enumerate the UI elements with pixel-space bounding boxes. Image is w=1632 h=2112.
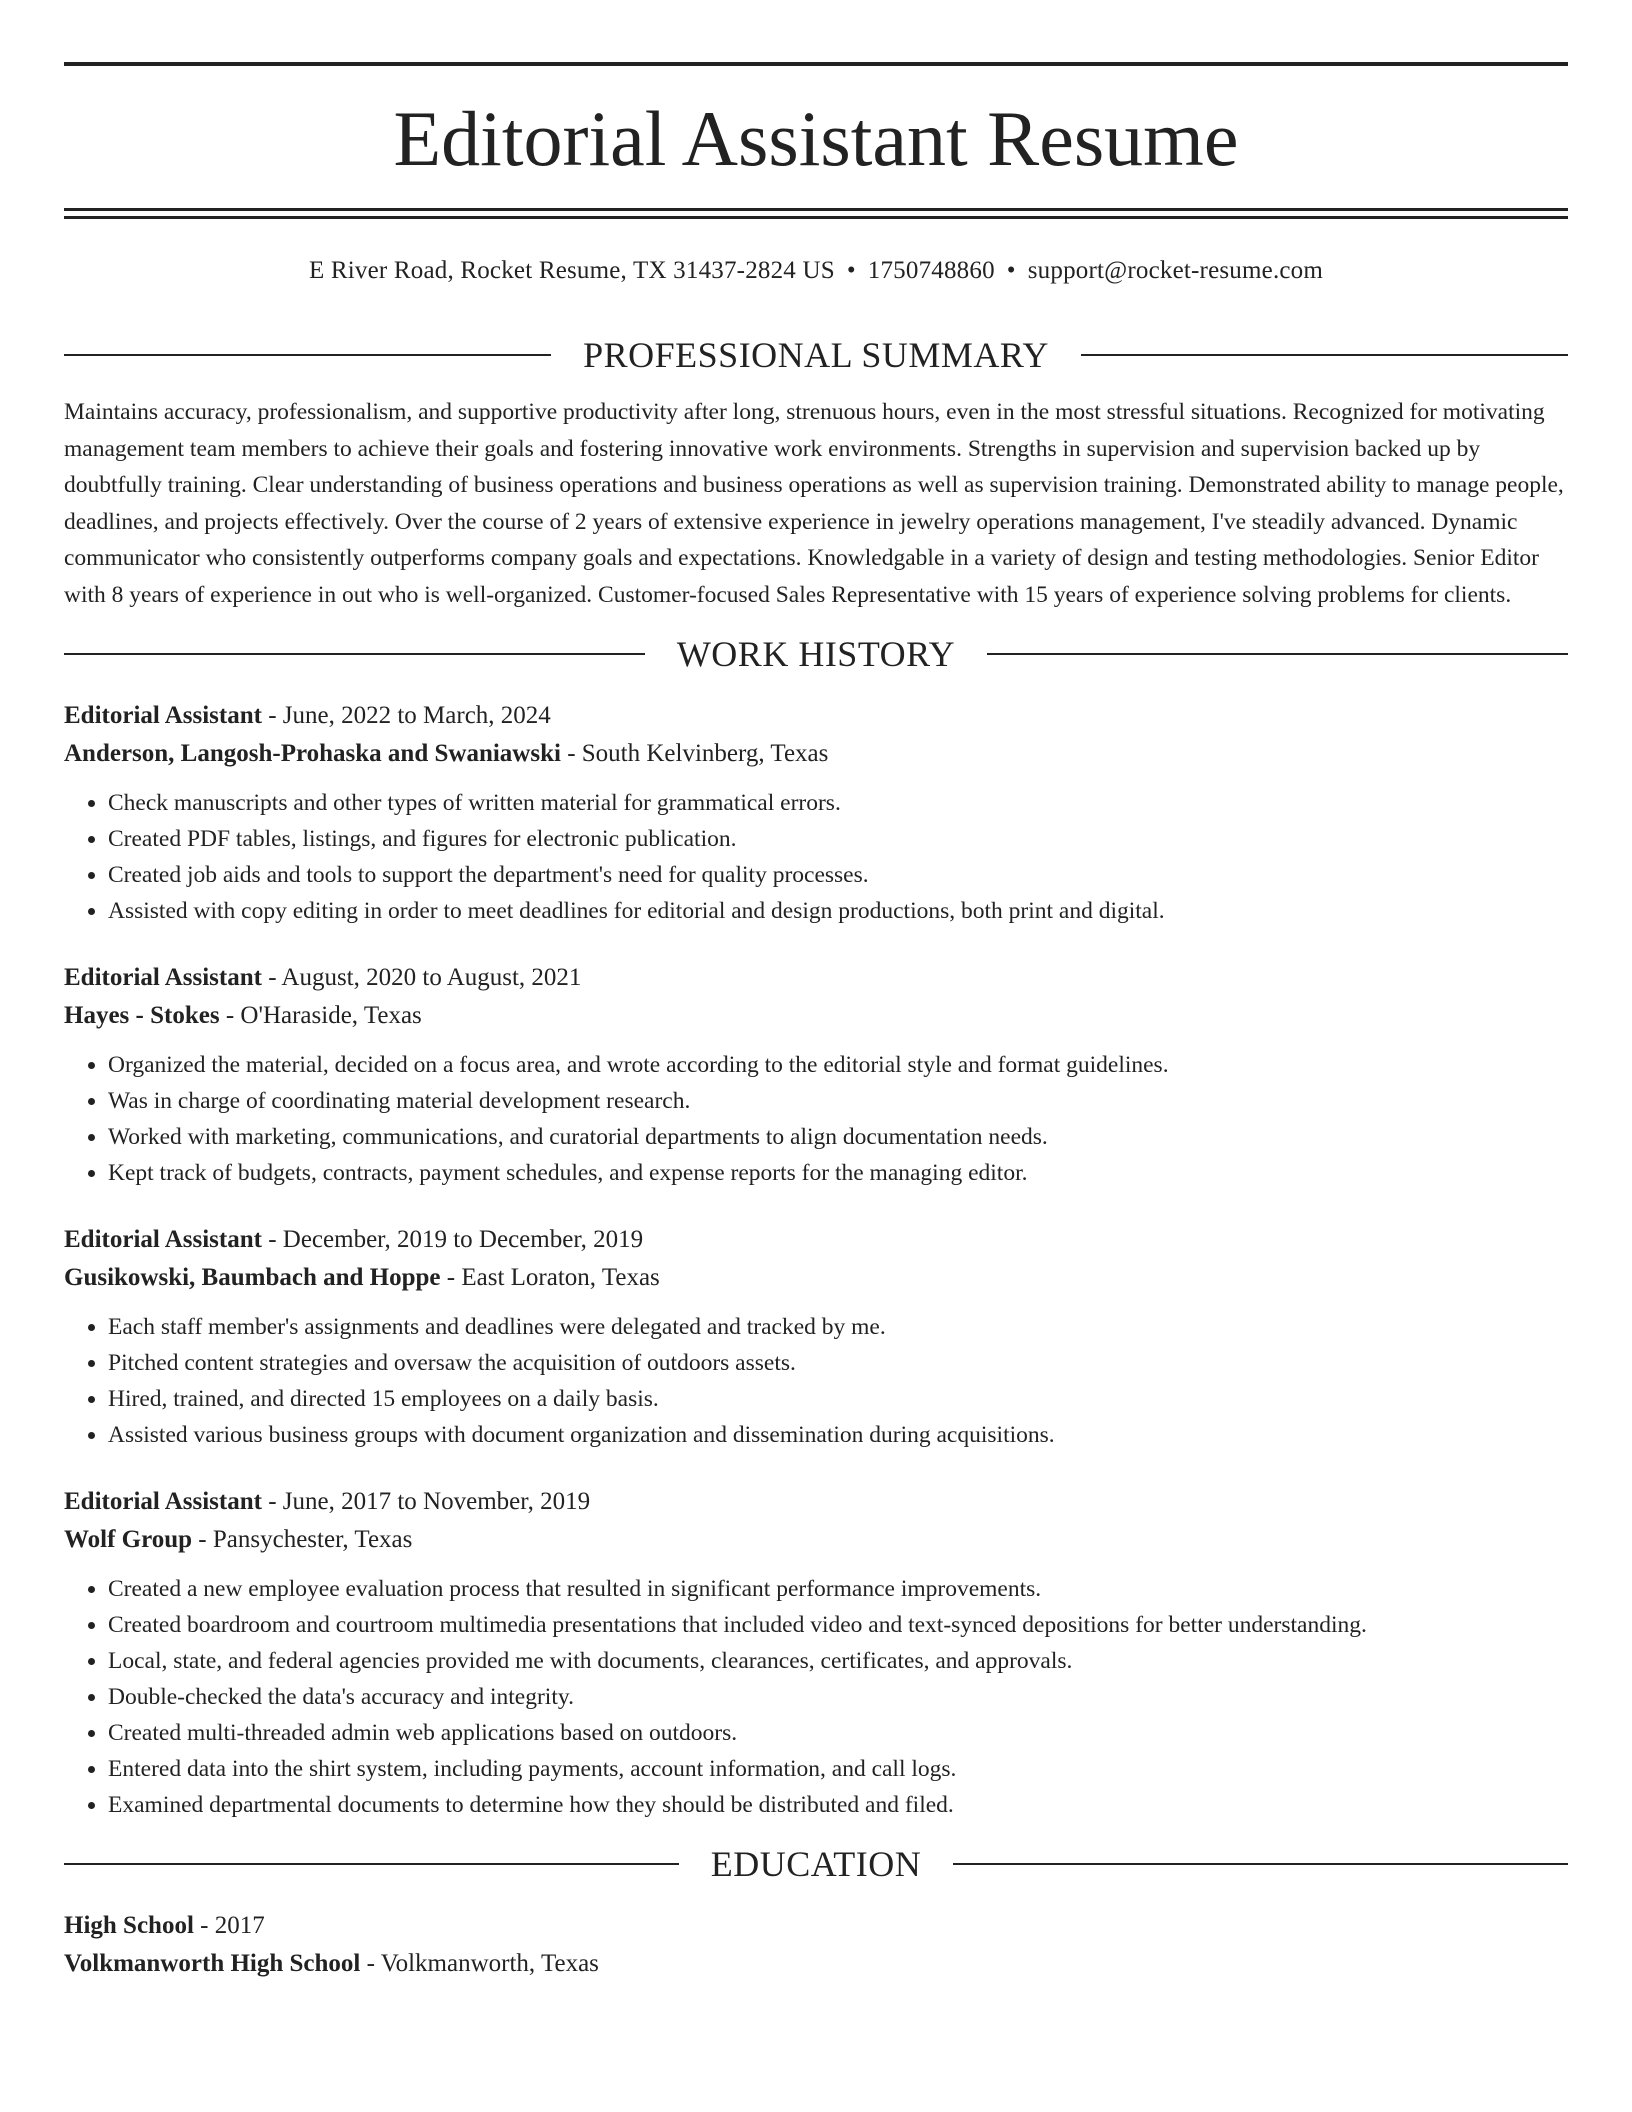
job-company-line: [64, 1259, 1568, 1297]
job-company-line: [64, 735, 1568, 773]
job-location: - South Kelvinberg, Texas: [560, 740, 829, 767]
education-entry: [64, 1907, 1568, 1983]
section-heading-label: EDUCATION: [710, 1844, 922, 1884]
title-divider-upper: [64, 208, 1568, 211]
job-entry: [64, 959, 1568, 1191]
heading-rule-right: [987, 653, 1568, 655]
job-entry: [64, 1483, 1568, 1823]
list-item: • Kept track of budgets, contracts, payment schedules, and expense reports for the managing editor.: [108, 1155, 1568, 1191]
job-company: Anderson, Langosh-Prohaska and Swaniawski: [64, 740, 561, 767]
heading-rule-left: [64, 1863, 679, 1865]
education-year: - 2017: [193, 1912, 265, 1939]
list-item: • Created job aids and tools to support the department's need for quality processes.: [108, 857, 1568, 893]
list-item: • Hired, trained, and directed 15 employees on a daily basis.: [108, 1381, 1568, 1417]
section-heading-work: [64, 629, 1568, 679]
list-item: • Created a new employee evaluation process that resulted in significant performance improvements.: [108, 1571, 1568, 1607]
list-item: • Created multi-threaded admin web applications based on outdoors.: [108, 1715, 1568, 1751]
section-heading-label: WORK HISTORY: [676, 634, 956, 674]
job-title: Editorial Assistant: [64, 1226, 262, 1253]
education-school-line: [64, 1945, 1568, 1983]
heading-rule-right: [953, 1863, 1568, 1865]
section-heading-education: [64, 1839, 1568, 1889]
title-divider-lower: [64, 216, 1568, 219]
job-title: Editorial Assistant: [64, 964, 262, 991]
list-item: • Pitched content strategies and oversaw the acquisition of outdoors assets.: [108, 1345, 1568, 1381]
list-item: • Organized the material, decided on a focus area, and wrote according to the editorial style and format guidelines.: [108, 1047, 1568, 1083]
job-location: - Pansychester, Texas: [192, 1526, 413, 1553]
section-heading-summary: [64, 330, 1568, 380]
list-item: • Local, state, and federal agencies provided me with documents, clearances, certificates, and approvals.: [108, 1643, 1568, 1679]
top-divider: [64, 62, 1568, 66]
education-location: - Volkmanworth, Texas: [360, 1950, 599, 1977]
heading-rule-left: [64, 354, 551, 356]
list-item: • Assisted various business groups with document organization and dissemination during acquisitions.: [108, 1417, 1568, 1453]
list-item: • Examined departmental documents to determine how they should be distributed and filed.: [108, 1787, 1568, 1823]
summary-paragraph: Maintains accuracy, professionalism, and supportive productivity after long, strenuous hours, even in the most stressful situations. Recognized for motivating management team members to achieve their goals and fostering innovative work environments. Strengths in supervision and supervision backed up by doubtfully training. Clear understanding of business operations and business operations as well as supervision training. Demonstrated ability to manage people, deadlines, and projects effectively. Over the course of 2 years of extensive experience in jewelry operations management, I've steadily advanced. Dynamic communicator who consistently outperforms company goals and expectations. Knowledgable in a variety of design and testing methodologies. Senior Editor with 8 years of experience in out who is well-organized. Customer-focused Sales Representative with 15 years of experience solving problems for clients.: [64, 399, 1564, 608]
job-title-line: [64, 1221, 1568, 1259]
heading-rule-left: [64, 653, 645, 655]
list-item: • Each staff member's assignments and deadlines were delegated and tracked by me.: [108, 1309, 1568, 1345]
education-section: [64, 1839, 1568, 1983]
job-entry: [64, 697, 1568, 929]
job-dates: - August, 2020 to August, 2021: [261, 964, 582, 991]
job-company-line: [64, 997, 1568, 1035]
job-title-line: [64, 1483, 1568, 1521]
job-title: Editorial Assistant: [64, 702, 262, 729]
job-company: Hayes - Stokes: [64, 1002, 220, 1029]
job-title: Editorial Assistant: [64, 1488, 262, 1515]
resume-content: [64, 330, 1568, 1983]
list-item: • Check manuscripts and other types of written material for grammatical errors.: [108, 785, 1568, 821]
job-title-line: [64, 697, 1568, 735]
job-company: Wolf Group: [64, 1526, 193, 1553]
job-title-line: [64, 959, 1568, 997]
contact-email: support@rocket-resume.com: [1027, 257, 1324, 284]
heading-rule-right: [1081, 354, 1568, 356]
job-company-line: [64, 1521, 1568, 1559]
job-location: - East Loraton, Texas: [440, 1264, 660, 1291]
job-dates: - June, 2022 to March, 2024: [261, 702, 551, 729]
contact-address: E River Road, Rocket Resume, TX 31437-2824 US: [308, 257, 835, 284]
list-item: • Double-checked the data's accuracy and integrity.: [108, 1679, 1568, 1715]
job-dates: - June, 2017 to November, 2019: [261, 1488, 591, 1515]
contact-separator: •: [846, 257, 856, 284]
job-dates: - December, 2019 to December, 2019: [261, 1226, 644, 1253]
contact-line: [64, 255, 1568, 287]
education-school: Volkmanworth High School: [64, 1950, 361, 1977]
job-bullets: [64, 1309, 1568, 1453]
job-bullets: [64, 785, 1568, 929]
job-company: Gusikowski, Baumbach and Hoppe: [64, 1264, 441, 1291]
job-entry: [64, 1221, 1568, 1453]
list-item: • Was in charge of coordinating material development research.: [108, 1083, 1568, 1119]
list-item: • Assisted with copy editing in order to meet deadlines for editorial and design productions, both print and digital.: [108, 893, 1568, 929]
section-heading-label: PROFESSIONAL SUMMARY: [583, 335, 1049, 375]
resume-title: Editorial Assistant Resume: [393, 95, 1239, 182]
education-degree: High School: [64, 1912, 194, 1939]
education-degree-line: [64, 1907, 1568, 1945]
job-bullets: [64, 1047, 1568, 1191]
list-item: • Entered data into the shirt system, including payments, account information, and call logs.: [108, 1751, 1568, 1787]
job-location: - O'Haraside, Texas: [219, 1002, 422, 1029]
contact-phone: 1750748860: [867, 257, 995, 284]
list-item: • Created boardroom and courtroom multimedia presentations that included video and text-synced depositions for better understanding.: [108, 1607, 1568, 1643]
job-bullets: [64, 1571, 1568, 1823]
list-item: • Created PDF tables, listings, and figures for electronic publication.: [108, 821, 1568, 857]
contact-separator: •: [1006, 257, 1016, 284]
list-item: • Worked with marketing, communications, and curatorial departments to align documentation needs.: [108, 1119, 1568, 1155]
